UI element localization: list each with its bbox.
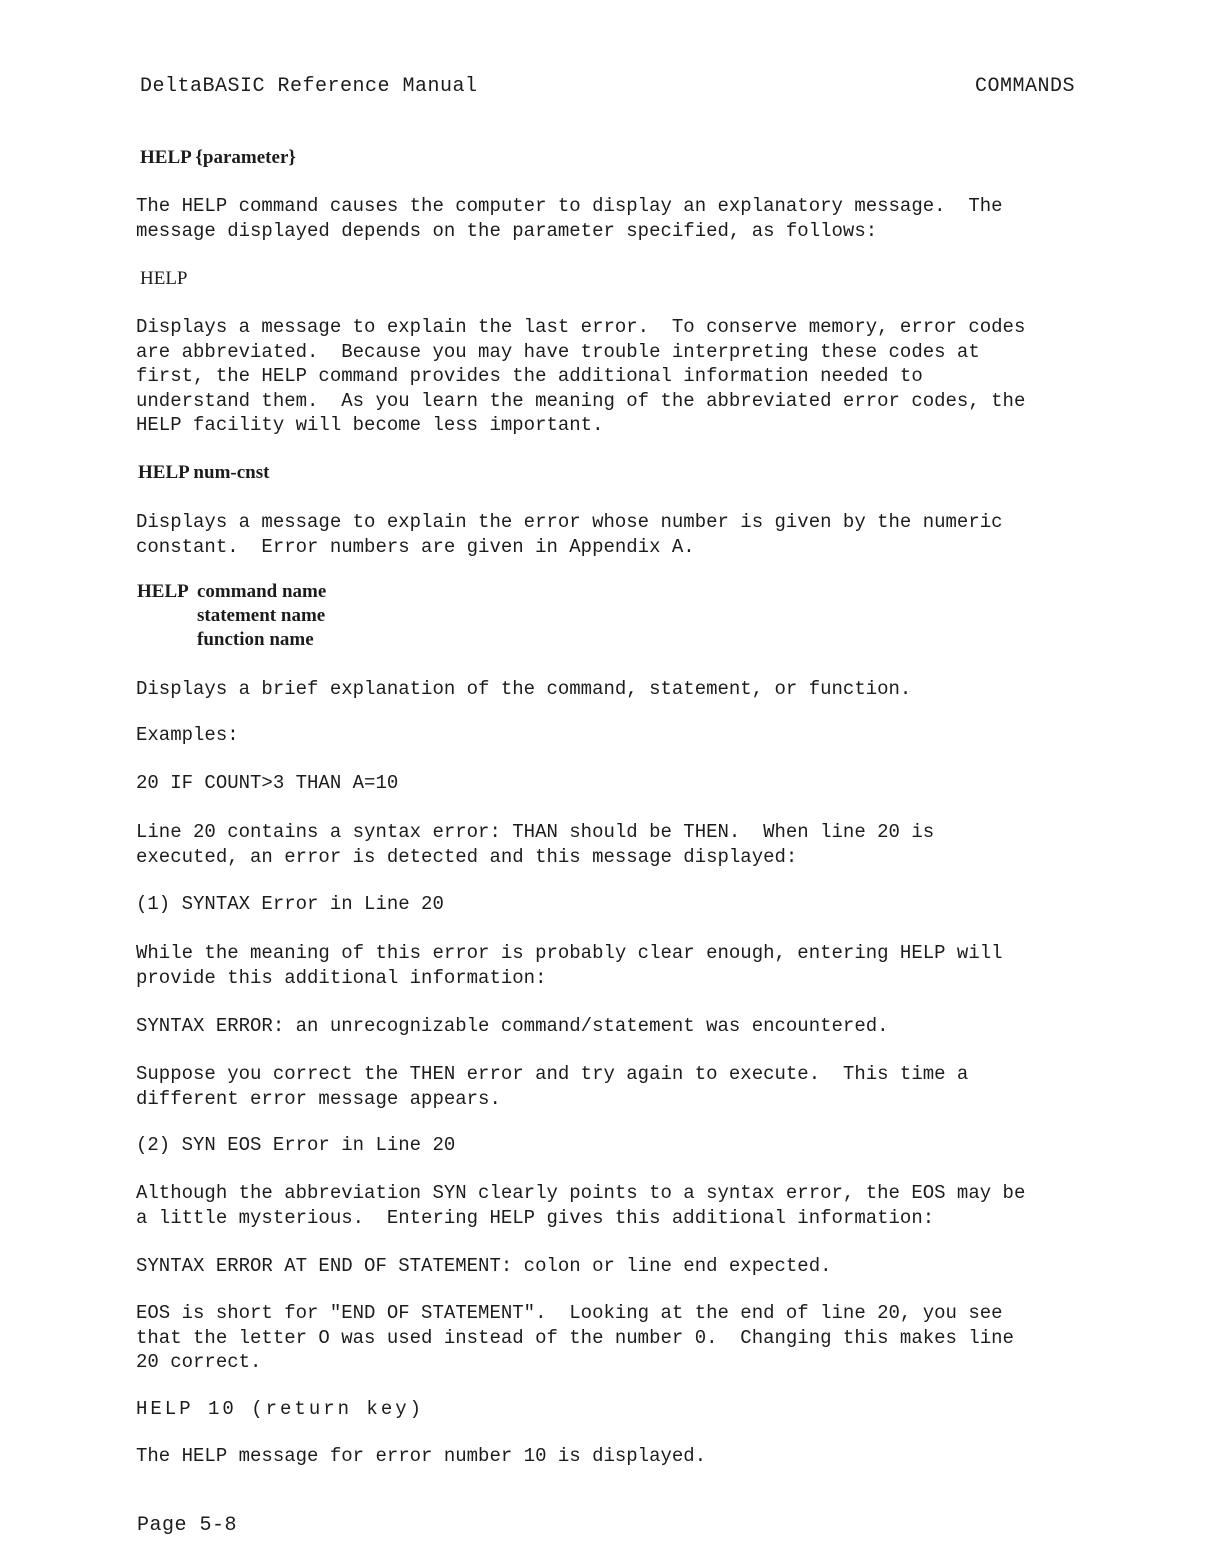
help-num-description [136,510,1136,559]
text-line: first, the HELP command provides the additional information needed to [136,365,923,387]
text-line: The HELP command causes the computer to display an explanatory message. The [136,195,1003,217]
suppose-paragraph [136,1062,1136,1111]
example-explanation [136,820,1136,869]
text-line: Displays a message to explain the error whose number is given by the numeric [136,511,1003,533]
text-line: constant. Error numbers are given in Appendix A. [136,535,695,558]
heading-help-parameter: HELP {parameter} [140,147,296,168]
help-description [136,315,1136,438]
text-line: Displays a message to explain the last error. To conserve memory, error codes [136,316,1026,338]
error2-help-intro [136,1181,1136,1230]
example-code-line: 20 IF COUNT>3 THAN A=10 [136,772,399,794]
text-line: message displayed depends on the parameter specified, as follows: [136,219,878,242]
text-line: Line 20 contains a syntax error: THAN should be THEN. When line 20 is [136,821,935,843]
intro-paragraph [136,194,1136,243]
header-section: COMMANDS [975,75,1076,98]
text-line: 20 correct. [136,1351,262,1373]
text-line: Although the abbreviation SYN clearly points to a syntax error, the EOS may be [136,1182,1026,1204]
error1-help-intro [136,941,1136,990]
heading-option-function-name: function name [197,629,314,650]
help-names-description: Displays a brief explanation of the command, statement, or function. [136,678,912,700]
eos-explanation [136,1301,1136,1375]
help-10-example: HELP 10 (return key) [136,1398,425,1420]
text-line: Suppose you correct the THEN error and try again to execute. This time a [136,1063,969,1085]
heading-help-names-keyword: HELP [137,581,189,602]
text-line: provide this additional information: [136,966,547,989]
text-line: HELP facility will become less important. [136,414,604,436]
heading-help-num-cnst: HELP num-cnst [138,462,270,483]
error1-help-text: SYNTAX ERROR: an unrecognizable command/statement was encountered. [136,1015,889,1037]
text-line: that the letter O was used instead of the number 0. Changing this makes line [136,1326,1014,1349]
text-line: While the meaning of this error is probably clear enough, entering HELP will [136,942,1003,964]
text-line: understand them. As you learn the meaning of the abbreviated error codes, the [136,389,1026,412]
heading-help: HELP [140,268,188,289]
heading-option-statement-name: statement name [197,605,326,626]
heading-option-command-name: command name [197,581,327,602]
text-line: EOS is short for "END OF STATEMENT". Looking at the end of line 20, you see [136,1302,1003,1324]
text-line: are abbreviated. Because you may have trouble interpreting these codes at [136,340,980,363]
text-line: executed, an error is detected and this message displayed: [136,845,798,868]
error-message-2: (2) SYN EOS Error in Line 20 [136,1134,456,1156]
header-title: DeltaBASIC Reference Manual [140,75,478,98]
examples-label: Examples: [136,724,239,746]
error2-help-text: SYNTAX ERROR AT END OF STATEMENT: colon or line end expected. [136,1255,832,1277]
page-number: Page 5-8 [137,1514,238,1537]
help-10-description: The HELP message for error number 10 is displayed. [136,1445,707,1467]
text-line: a little mysterious. Entering HELP gives this additional information: [136,1206,935,1229]
text-line: different error message appears. [136,1087,501,1110]
error-message-1: (1) SYNTAX Error in Line 20 [136,893,444,915]
